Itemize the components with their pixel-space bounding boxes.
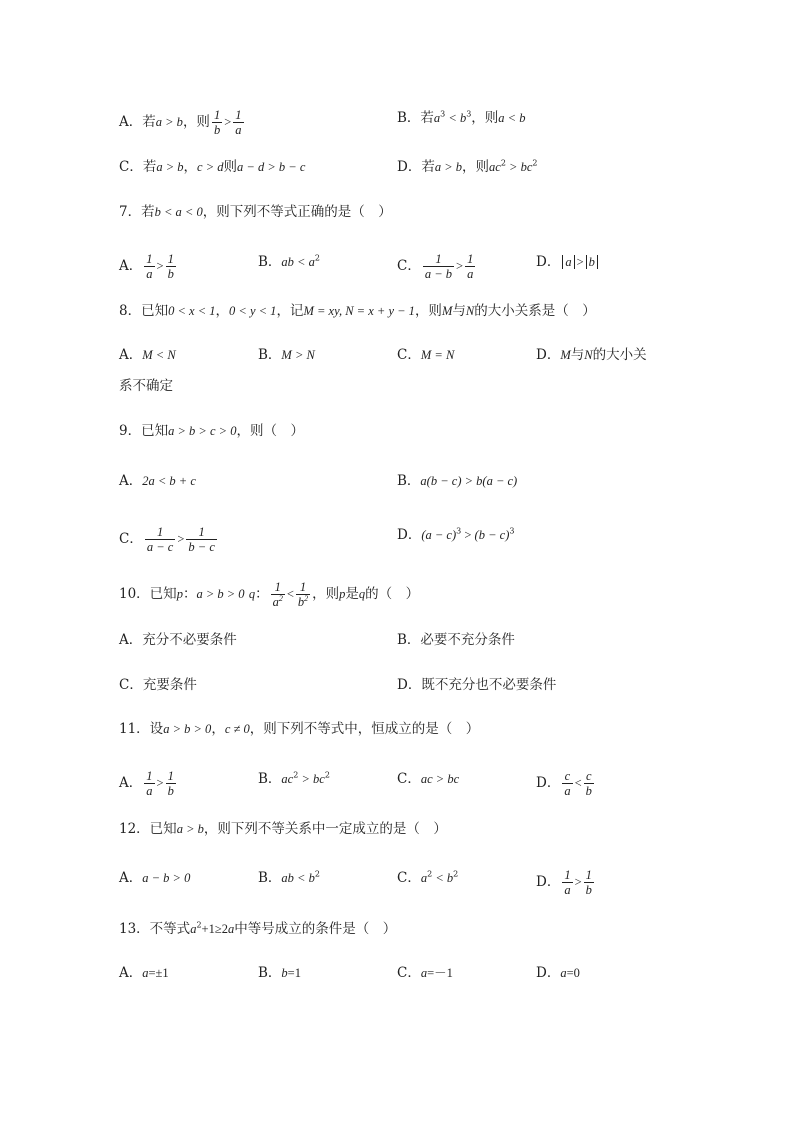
q9-option-b: B．a(b − c) > b(a − c) [397,473,518,489]
q12-stem: 12．已知a > b，则下列不等关系中一定成立的是（ ） [119,821,447,837]
q8-option-d-wrap: 系不确定 [119,378,173,394]
q8-option-a: A．M < N [119,347,176,363]
q8-option-d: D．M与N的大小关 [536,347,647,363]
q11-option-c: C．ac > bc [397,771,460,787]
fraction: $\frac{1}{b}$ [213,108,221,137]
q11-option-b: B．$ac^2 > bc^2$ [258,770,330,787]
q11-option-a: A． $\frac{1}{a}$ > $\frac{1}{b}$ [119,769,174,798]
q9-stem: 9．已知a > b > c > 0，则（ ） [119,423,304,439]
q7-option-c: C． $\frac{1}{a - b}$ > $\frac{1}{a}$ [397,252,474,281]
q11-stem: 11．设a > b > 0，c ≠ 0，则下列不等式中，恒成立的是（ ） [119,721,480,737]
q6-option-c: C．若a > b，c > d则a − d > b − c [119,159,306,175]
q10-option-c: C．充要条件 [119,677,197,693]
q8-stem: 8．已知0 < x < 1，0 < y < 1，记M = xy, N = x + y − 1，则M与N的大小关系是（ ） [119,303,596,319]
q7-option-b: B．ab < $a^2$ [258,253,320,270]
q13-option-c: C．a=－1 [397,965,453,981]
q9-option-a: A．2a < b + c [119,473,196,489]
q6-option-b: B．若$a^3 < b^3$，则a < b [397,109,526,126]
q12-option-c: C．$a^2 < b^2$ [397,869,459,886]
q9-option-c: C． $\frac{1}{a - c}$ > $\frac{1}{b - c}$ [119,525,215,554]
q13-stem: 13．不等式$a^2+1\ge 2a$中等号成立的条件是（ ） [119,920,397,937]
q8-option-c: C．M = N [397,347,455,363]
q7-option-d: D． a > b [536,252,600,272]
q6-option-a: A．若a > b，则 $\frac{1}{b}$ > $\frac{1}{a}$ [119,108,242,137]
q7-option-a: A． $\frac{1}{a}$ > $\frac{1}{b}$ [119,252,174,281]
q12-option-b: B．ab < $b^2$ [258,869,320,886]
q8-option-b: B．M > N [258,347,315,363]
q13-option-b: B．b=1 [258,965,301,981]
q13-option-d: D．a=0 [536,965,580,981]
q11-option-d: D． $\frac{c}{a}$ < $\frac{c}{b}$ [536,769,592,798]
q9-option-d: D．$(a - c)^3 > (b - c)^3$ [397,526,515,543]
q10-option-d: D．既不充分也不必要条件 [397,677,557,693]
q12-option-a: A．a − b > 0 [119,870,191,886]
q12-option-d: D． $\frac{1}{a}$ > $\frac{1}{b}$ [536,868,592,897]
q10-stem: 10．已知p：a > b > 0 q： $\frac{1}{a^2}$ < $\frac{1}{b^2}$ ，则p是q的（ ） [119,580,420,609]
q10-option-b: B．必要不充分条件 [397,632,515,648]
q13-option-a: A．a=±1 [119,965,169,981]
q6-option-d: D．若a > b，则$ac^2 > bc^2$ [397,158,538,175]
q10-option-a: A．充分不必要条件 [119,632,237,648]
q7-stem: 7．若b < a < 0，则下列不等式正确的是（ ） [119,204,392,220]
fraction: $\frac{1}{a}$ [235,108,242,137]
